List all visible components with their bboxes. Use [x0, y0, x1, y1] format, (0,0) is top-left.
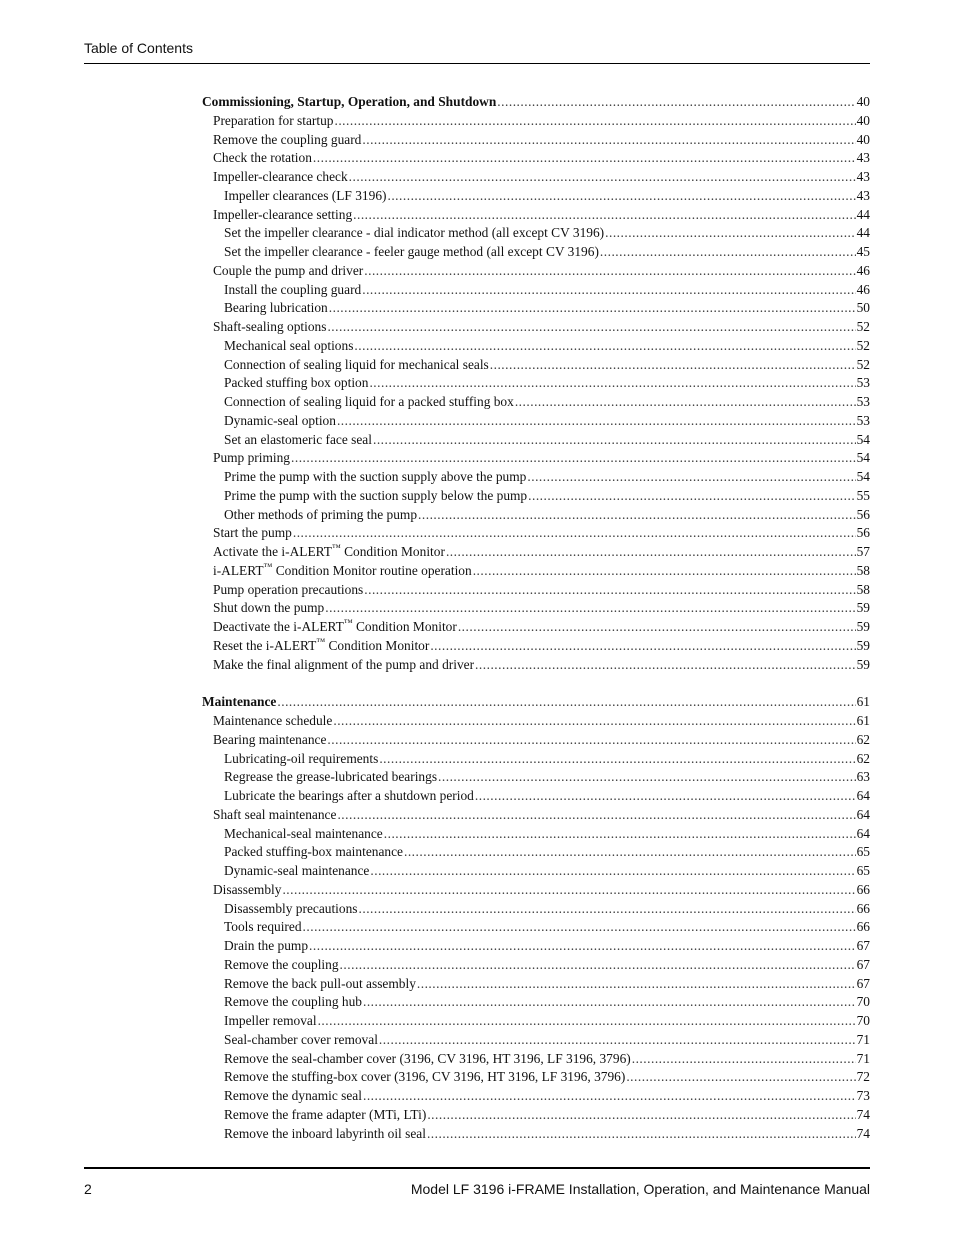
dot-leader — [473, 562, 856, 581]
toc-entry-title — [224, 843, 403, 862]
dot-leader — [313, 149, 856, 168]
toc-entry-text: Bearing lubrication — [224, 300, 328, 316]
dot-leader — [427, 1106, 855, 1125]
toc-entry[interactable] — [202, 543, 870, 562]
toc-entry[interactable] — [202, 337, 870, 356]
toc-entry-title — [213, 581, 363, 600]
toc-page-number: 70 — [856, 1013, 870, 1028]
toc-entry-title — [213, 262, 363, 281]
toc-entry[interactable] — [202, 862, 870, 881]
toc-page-number: 58 — [856, 581, 870, 597]
toc-entry[interactable] — [202, 168, 870, 187]
toc-page-number: 63 — [856, 769, 870, 785]
toc-entry-text: Prime the pump with the suction supply above the pump — [224, 469, 527, 484]
dot-leader — [527, 468, 855, 487]
toc-page-number: 67 — [856, 956, 870, 972]
dot-leader — [325, 599, 855, 618]
toc-page-number: 67 — [856, 938, 870, 953]
toc-entry-title — [213, 149, 312, 168]
toc-page-number: 74 — [856, 1125, 870, 1141]
dot-leader — [363, 1087, 856, 1106]
toc-entry-title — [224, 506, 417, 525]
toc-entry-title — [213, 806, 336, 825]
toc-entry-text: Bearing maintenance — [213, 731, 327, 747]
dot-leader — [318, 1012, 856, 1031]
toc-entry-text: Reset the i-ALERT — [213, 637, 317, 653]
toc-page-number: 46 — [856, 281, 870, 297]
toc-entry[interactable] — [202, 581, 870, 600]
toc-entry[interactable] — [202, 281, 870, 300]
running-header: Table of Contents — [84, 40, 193, 56]
toc-page-number: 58 — [856, 562, 870, 578]
toc-entry-text: Mechanical-seal maintenance — [224, 825, 383, 841]
toc-entry-text: Couple the pump and driver — [213, 262, 364, 278]
toc-entry-text: Remove the stuffing-box cover (3196, CV 3196, HT 3196, LF 3196, 3796) — [224, 1069, 626, 1085]
toc-entry-title — [224, 393, 514, 412]
dot-leader — [379, 1031, 856, 1050]
toc-entry-title — [224, 862, 369, 881]
toc-page-number: 46 — [856, 262, 870, 278]
toc-entry-title — [224, 918, 302, 937]
toc-entry[interactable] — [202, 618, 870, 637]
toc-page-number: 54 — [856, 450, 870, 466]
toc-page-number: 62 — [856, 750, 870, 766]
toc-entry-title — [213, 543, 445, 562]
toc-entry-title — [224, 299, 328, 318]
toc-entry-text: Preparation for startup — [213, 112, 334, 128]
toc-page-number: 54 — [856, 469, 870, 484]
toc-entry[interactable] — [202, 524, 870, 543]
trademark-symbol: ™ — [316, 636, 326, 647]
dot-leader — [293, 524, 856, 543]
toc-entry[interactable] — [202, 918, 870, 937]
dot-leader — [600, 243, 856, 262]
dot-leader — [327, 318, 855, 337]
toc-entry-title — [224, 787, 474, 806]
toc-entry-title — [213, 131, 361, 150]
toc-page-number: 43 — [856, 150, 870, 166]
toc-entry-text: Maintenance schedule — [213, 713, 333, 728]
toc-entry[interactable] — [202, 431, 870, 450]
toc-page-number: 59 — [856, 656, 870, 672]
dot-leader — [333, 712, 855, 731]
toc-entry[interactable] — [202, 731, 870, 750]
toc-entry-text: Drain the pump — [224, 938, 309, 953]
toc-entry-text: Connection of sealing liquid for a packed stuffing box — [224, 394, 514, 409]
dot-leader — [364, 581, 855, 600]
toc-entry-text: Lubricate the bearings after a shutdown period — [224, 788, 474, 803]
dot-leader — [362, 131, 855, 150]
trademark-symbol: ™ — [343, 617, 353, 628]
toc-entry-title — [213, 168, 348, 187]
toc-entry-text: Set the impeller clearance - feeler gauge method (all except CV 3196) — [224, 244, 599, 259]
toc-entry-title — [213, 618, 457, 637]
toc-entry-title — [224, 412, 336, 431]
toc-entry[interactable] — [202, 149, 870, 168]
toc-page-number: 45 — [856, 244, 870, 259]
toc-page-number: 74 — [856, 1106, 870, 1122]
dot-leader — [497, 93, 855, 112]
toc-entry-text: Connection of sealing liquid for mechanical seals — [224, 356, 489, 372]
dot-leader — [309, 937, 856, 956]
dot-leader — [404, 843, 856, 862]
dot-leader — [490, 356, 856, 375]
toc-entry[interactable] — [202, 187, 870, 206]
toc-entry[interactable] — [202, 131, 870, 150]
toc-entry[interactable] — [202, 318, 870, 337]
toc-page-number: 59 — [856, 637, 870, 653]
toc-entry-text: Pump operation precautions — [213, 581, 364, 597]
trademark-symbol: ™ — [263, 561, 273, 572]
toc-entry[interactable] — [202, 299, 870, 318]
toc-entry-text: Lubricating-oil requirements — [224, 750, 379, 766]
toc-page-number: 50 — [856, 300, 870, 316]
toc-entry-text: Shut down the pump — [213, 600, 325, 616]
dot-leader — [340, 956, 856, 975]
toc-entry-title — [213, 112, 333, 131]
toc-entry[interactable] — [202, 449, 870, 468]
toc-entry-title — [224, 468, 526, 487]
toc-entry[interactable] — [202, 637, 870, 656]
toc-section — [202, 93, 870, 674]
toc-entry[interactable] — [202, 1106, 870, 1125]
toc-entry-title — [213, 881, 281, 900]
toc-entry-title — [213, 318, 326, 337]
dot-leader — [334, 112, 855, 131]
toc-entry[interactable] — [202, 843, 870, 862]
toc-entry-title — [213, 562, 472, 581]
toc-entry-title — [224, 975, 416, 994]
toc-entry[interactable] — [202, 956, 870, 975]
dot-leader — [475, 787, 856, 806]
toc-entry-title — [224, 900, 358, 919]
toc-entry[interactable] — [202, 243, 870, 262]
toc-page-number: 43 — [856, 169, 870, 184]
manual-title: Model LF 3196 i-FRAME Installation, Operation, and Maintenance Manual — [410, 1181, 870, 1197]
toc-entry-text: Remove the coupling hub — [224, 994, 362, 1010]
toc-page-number: 53 — [856, 375, 870, 391]
toc-entry-title — [224, 356, 489, 375]
toc-entry-text: Remove the dynamic seal — [224, 1088, 362, 1103]
toc-entry[interactable] — [202, 1012, 870, 1031]
toc-entry[interactable] — [202, 412, 870, 431]
toc-entry-text: Disassembly — [213, 881, 282, 897]
toc-entry-text: Activate the i-ALERT — [213, 544, 332, 559]
dot-leader — [337, 806, 855, 825]
toc-entry-text: Remove the seal-chamber cover (3196, CV 3196, HT 3196, LF 3196, 3796) — [224, 1050, 631, 1066]
toc-entry-title — [224, 750, 378, 769]
dot-leader — [632, 1050, 856, 1069]
toc-entry-text: Seal-chamber cover removal — [224, 1031, 378, 1047]
dot-leader — [528, 487, 855, 506]
toc-page-number: 54 — [856, 431, 870, 447]
dot-leader — [327, 731, 855, 750]
toc-page-number: 66 — [856, 919, 870, 935]
toc-entry[interactable] — [202, 262, 870, 281]
toc-page-number: 62 — [856, 731, 870, 747]
dot-leader — [379, 750, 855, 769]
toc-entry-title — [202, 693, 276, 712]
toc-page-number: 73 — [856, 1088, 870, 1103]
toc-entry-title — [213, 449, 290, 468]
toc-entry-title — [224, 1106, 426, 1125]
toc-entry[interactable] — [202, 1087, 870, 1106]
toc-entry-title — [213, 656, 474, 675]
toc-entry-text: Remove the coupling — [224, 956, 339, 972]
toc-entry-title — [213, 599, 324, 618]
toc-entry[interactable] — [202, 487, 870, 506]
toc-entry[interactable] — [202, 881, 870, 900]
toc-entry[interactable] — [202, 900, 870, 919]
table-of-contents — [202, 93, 870, 1162]
dot-leader — [353, 206, 855, 225]
toc-entry[interactable] — [202, 937, 870, 956]
toc-page-number: 44 — [856, 225, 870, 241]
toc-page-number: 70 — [856, 994, 870, 1010]
toc-entry-text: Prime the pump with the suction supply below the pump — [224, 487, 528, 503]
toc-entry[interactable] — [202, 562, 870, 581]
toc-page-number: 65 — [856, 844, 870, 860]
dot-leader — [303, 918, 856, 937]
toc-entry[interactable] — [202, 356, 870, 375]
toc-entry-text: Remove the coupling guard — [213, 131, 362, 147]
page-number: 2 — [84, 1181, 92, 1197]
toc-entry[interactable] — [202, 1050, 870, 1069]
toc-entry[interactable] — [202, 506, 870, 525]
toc-entry-title — [224, 1050, 631, 1069]
toc-page-number: 66 — [856, 881, 870, 897]
toc-entry-title — [224, 224, 604, 243]
dot-leader — [369, 374, 855, 393]
dot-leader — [291, 449, 856, 468]
toc-page-number: 52 — [856, 356, 870, 372]
toc-page-number: 43 — [856, 187, 870, 203]
dot-leader — [349, 168, 856, 187]
toc-page-number: 57 — [856, 544, 870, 559]
dot-leader — [277, 693, 855, 712]
toc-entry-text: Packed stuffing-box maintenance — [224, 844, 403, 860]
toc-entry-text: Install the coupling guard — [224, 281, 362, 297]
toc-entry-text: Other methods of priming the pump — [224, 506, 418, 522]
toc-entry-text: Mechanical seal options — [224, 337, 354, 353]
toc-entry-text: Shaft-sealing options — [213, 319, 327, 334]
dot-leader — [384, 825, 856, 844]
toc-entry-title — [213, 637, 429, 656]
toc-entry-text: Impeller-clearance check — [213, 169, 348, 184]
toc-entry[interactable] — [202, 975, 870, 994]
toc-entry-title — [224, 281, 361, 300]
toc-entry-title — [202, 93, 496, 112]
toc-page-number: 65 — [856, 863, 870, 878]
toc-page-number: 72 — [856, 1069, 870, 1085]
dot-leader — [362, 281, 855, 300]
toc-entry-text: Tools required — [224, 919, 302, 935]
toc-page-number: 40 — [856, 131, 870, 147]
toc-entry-title — [213, 731, 326, 750]
toc-entry-title — [213, 712, 332, 731]
dot-leader — [515, 393, 856, 412]
toc-entry-text: Dynamic-seal option — [224, 412, 336, 428]
toc-entry[interactable] — [202, 112, 870, 131]
toc-entry-title — [224, 243, 599, 262]
toc-entry-title — [224, 956, 339, 975]
dot-leader — [337, 412, 856, 431]
toc-entry-text-continued: Condition Monitor routine operation — [272, 562, 472, 578]
toc-entry-title — [224, 1087, 362, 1106]
toc-entry-text: Shaft seal maintenance — [213, 806, 337, 822]
toc-page-number: 44 — [856, 206, 870, 222]
dot-leader — [438, 768, 856, 787]
toc-page-number: 61 — [856, 694, 870, 710]
dot-leader — [363, 993, 856, 1012]
toc-entry-title — [224, 337, 353, 356]
toc-entry[interactable] — [202, 206, 870, 225]
toc-entry-text: Remove the inboard labyrinth oil seal — [224, 1125, 426, 1141]
toc-entry-text: Impeller-clearance setting — [213, 206, 353, 222]
toc-page-number: 67 — [856, 975, 870, 991]
toc-entry[interactable] — [202, 1068, 870, 1087]
toc-entry-text: Make the final alignment of the pump and driver — [213, 656, 475, 672]
toc-entry[interactable] — [202, 750, 870, 769]
dot-leader — [427, 1125, 856, 1144]
toc-entry-text: Pump priming — [213, 450, 291, 466]
trademark-symbol: ™ — [331, 542, 341, 553]
toc-page-number: 64 — [856, 825, 870, 841]
toc-entry-text-continued: Condition Monitor — [340, 544, 445, 559]
toc-entry-text: Disassembly precautions — [224, 900, 358, 916]
toc-page-number: 53 — [856, 394, 870, 409]
toc-page-number: 52 — [856, 337, 870, 353]
toc-entry-title — [224, 993, 362, 1012]
toc-section-heading[interactable] — [202, 93, 870, 112]
toc-entry[interactable] — [202, 1031, 870, 1050]
toc-entry-text: Remove the frame adapter (MTi, LTi) — [224, 1106, 427, 1122]
toc-entry[interactable] — [202, 768, 870, 787]
toc-page-number: 40 — [856, 112, 870, 128]
toc-entry-text: Regrease the grease-lubricated bearings — [224, 769, 438, 785]
toc-page-number: 71 — [856, 1050, 870, 1066]
dot-leader — [626, 1068, 855, 1087]
toc-page-number: 55 — [856, 487, 870, 503]
dot-leader — [282, 881, 855, 900]
toc-entry-text: Dynamic-seal maintenance — [224, 863, 370, 878]
toc-entry[interactable] — [202, 599, 870, 618]
toc-entry-title — [224, 487, 527, 506]
toc-page-number: 61 — [856, 713, 870, 728]
toc-entry-text: Start the pump — [213, 525, 292, 541]
dot-leader — [329, 299, 856, 318]
toc-entry[interactable] — [202, 374, 870, 393]
dot-leader — [475, 656, 856, 675]
dot-leader — [605, 224, 855, 243]
dot-leader — [417, 975, 856, 994]
toc-entry-title — [224, 1125, 426, 1144]
toc-entry-title — [224, 374, 368, 393]
toc-entry-text: Set an elastomeric face seal — [224, 431, 372, 447]
toc-entry-title — [213, 206, 352, 225]
toc-page-number: 40 — [856, 94, 870, 109]
dot-leader — [458, 618, 856, 637]
toc-entry-title — [224, 825, 383, 844]
toc-entry[interactable] — [202, 825, 870, 844]
toc-page-number: 66 — [856, 900, 870, 916]
toc-entry-text: Remove the back pull-out assembly — [224, 975, 416, 991]
toc-entry[interactable] — [202, 993, 870, 1012]
toc-entry[interactable] — [202, 656, 870, 675]
dot-leader — [373, 431, 856, 450]
toc-entry[interactable] — [202, 224, 870, 243]
toc-page-number: 59 — [856, 619, 870, 634]
toc-entry-text: Maintenance — [202, 694, 277, 710]
dot-leader — [354, 337, 855, 356]
dot-leader — [418, 506, 856, 525]
toc-page-number: 56 — [856, 506, 870, 522]
toc-entry[interactable] — [202, 712, 870, 731]
toc-entry-text: i-ALERT — [213, 562, 264, 578]
toc-page-number: 71 — [856, 1031, 870, 1047]
toc-page-number: 64 — [856, 788, 870, 803]
toc-entry-title — [224, 1068, 625, 1087]
toc-entry[interactable] — [202, 1125, 870, 1144]
toc-entry-text: Deactivate the i-ALERT — [213, 619, 344, 634]
toc-page-number: 53 — [856, 412, 870, 428]
dot-leader — [364, 262, 855, 281]
toc-entry-text: Commissioning, Startup, Operation, and Shutdown — [202, 94, 497, 109]
toc-entry-text-continued: Condition Monitor — [352, 619, 457, 634]
toc-page-number: 59 — [856, 600, 870, 616]
toc-entry-title — [224, 1031, 378, 1050]
toc-page-number: 64 — [856, 806, 870, 822]
toc-entry-text: Impeller clearances (LF 3196) — [224, 187, 387, 203]
toc-entry-text: Impeller removal — [224, 1013, 317, 1028]
toc-entry[interactable] — [202, 806, 870, 825]
footer-divider — [84, 1167, 870, 1169]
dot-leader — [370, 862, 855, 881]
toc-entry-title — [224, 187, 386, 206]
toc-section-heading[interactable] — [202, 693, 870, 712]
toc-page-number: 52 — [856, 319, 870, 334]
toc-entry-title — [224, 937, 308, 956]
toc-entry[interactable] — [202, 787, 870, 806]
header-divider — [84, 63, 870, 64]
toc-entry-title — [224, 431, 372, 450]
dot-leader — [359, 900, 856, 919]
toc-section — [202, 693, 870, 1143]
toc-entry-text: Packed stuffing box option — [224, 375, 369, 391]
dot-leader — [387, 187, 855, 206]
toc-entry-title — [224, 1012, 317, 1031]
toc-entry-text: Set the impeller clearance - dial indicator method (all except CV 3196) — [224, 225, 605, 241]
toc-entry[interactable] — [202, 468, 870, 487]
toc-entry-text: Check the rotation — [213, 150, 312, 166]
toc-entry[interactable] — [202, 393, 870, 412]
toc-entry-title — [224, 768, 437, 787]
toc-page-number: 56 — [856, 525, 870, 541]
toc-entry-text-continued: Condition Monitor — [325, 637, 430, 653]
dot-leader — [430, 637, 855, 656]
toc-entry-title — [213, 524, 292, 543]
dot-leader — [446, 543, 856, 562]
